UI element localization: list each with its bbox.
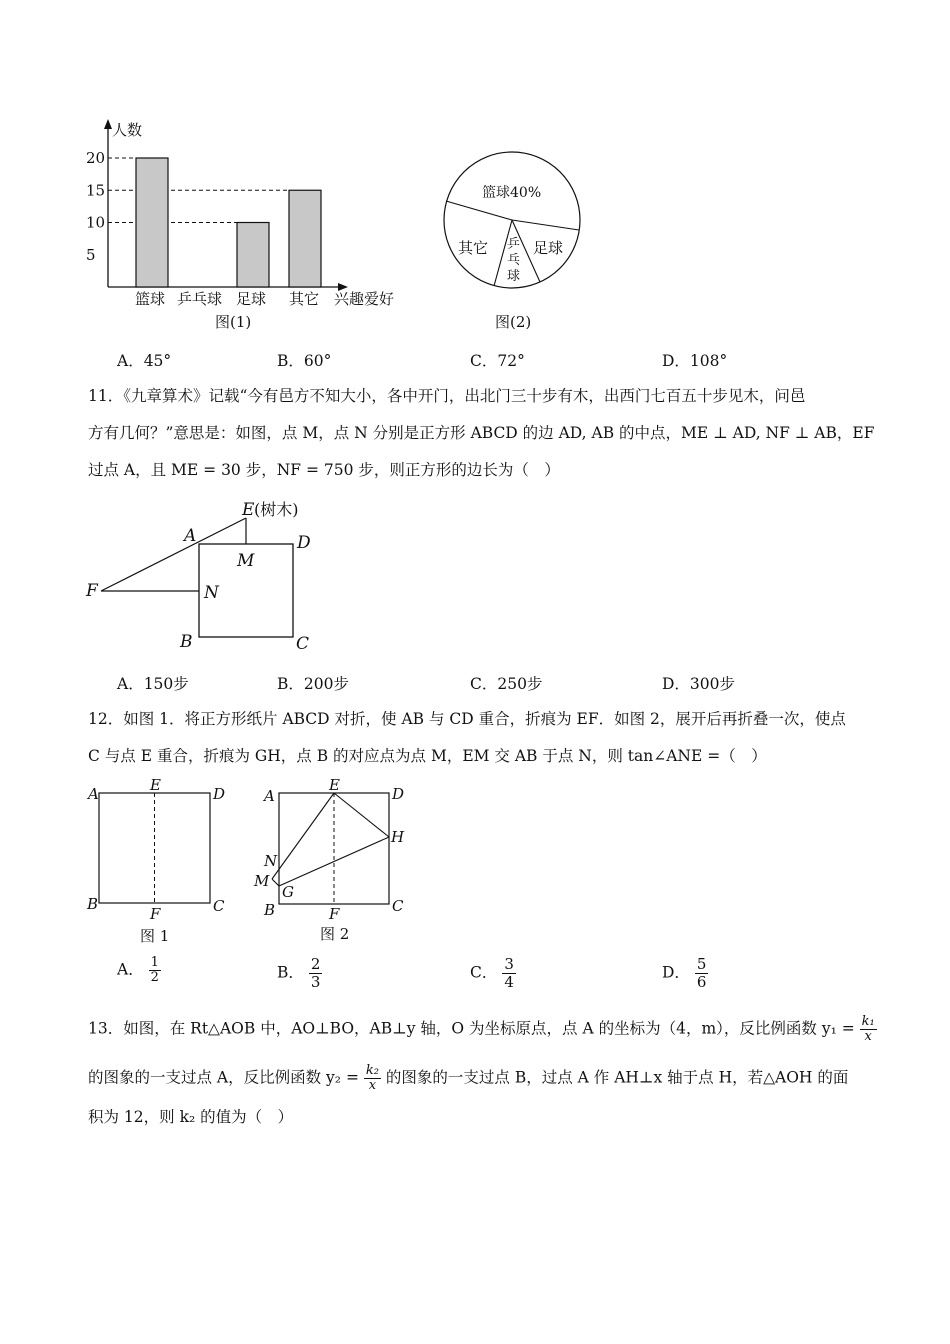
y-tick-label: 10	[86, 213, 106, 232]
fraction: $\frac{3}{4}$	[504, 955, 514, 991]
pie-chart	[440, 125, 590, 335]
q12-figure-1	[80, 775, 235, 950]
q12-line1: 12．如图 1．将正方形纸片 ABCD 对折，使 AB 与 CD 重合，折痕为 EF．如图 2，展开后再折叠一次，使点	[88, 710, 846, 728]
label-c: C	[392, 897, 404, 915]
pie-label-pingpong: 乒	[507, 237, 521, 252]
x-category-label: 篮球	[135, 290, 166, 308]
option-c[interactable]	[470, 956, 516, 991]
label-d: D	[297, 533, 311, 553]
fraction: $\frac{5}{6}$	[696, 955, 707, 991]
option-b[interactable]: B．60°	[277, 352, 332, 370]
x-category-label: 其它	[289, 290, 320, 308]
q11-figure	[80, 495, 340, 655]
q12-line2: C 与点 E 重合，折痕为 GH，点 B 的对应点为点 M，EM 交 AB 于点 N，则 tan∠ANE =（ ）	[88, 747, 767, 765]
label-h: H	[391, 828, 405, 846]
option-c[interactable]: C．72°	[470, 352, 525, 370]
q11-line1: 11．《九章算术》记载“今有邑方不知大小，各中开门，出北门三十步有木，出西门七百五十步见木，问邑	[88, 387, 806, 405]
label-a: A	[264, 787, 275, 805]
y-axis-label: 人数	[112, 121, 143, 139]
q13-line1: 13．如图，在 Rt△AOB 中，AO⊥BO，AB⊥y 轴，O 为坐标原点，点 A 的坐标为（4，m），反比例函数 y₁ = $\frac{\text{k₁}}{x}$	[88, 1014, 875, 1044]
label-d: D	[392, 785, 405, 803]
option-c[interactable]: C．250步	[470, 675, 543, 693]
label-a: A	[184, 526, 197, 546]
label-c: C	[296, 634, 310, 654]
label-f: F	[329, 905, 340, 923]
y-tick-label: 20	[86, 149, 106, 167]
option-d[interactable]: D．300步	[662, 675, 736, 693]
segment-mg	[272, 879, 279, 886]
option-a[interactable]	[117, 956, 161, 985]
label-b: B	[180, 632, 193, 652]
q13-line3: 积为 12，则 k₂ 的值为（ ）	[88, 1108, 294, 1126]
q11-line2: 方有几何？”意思是：如图，点 M，点 N 分别是正方形 ABCD 的边 AD, AB 的中点，ME ⊥ AD, NF ⊥ AB，EF	[88, 424, 875, 442]
y-tick-label: 15	[86, 181, 106, 200]
option-b[interactable]: B．200步	[277, 675, 349, 693]
option-letter: C．	[470, 963, 498, 982]
q13-line2: 的图象的一支过点 A，反比例函数 y₂ = $\frac{\text{k₂}}{x}$ 的图象的一支过点 B，过点 A 作 AH⊥x 轴于点 H，若△AOH 的面	[88, 1063, 849, 1093]
label-e: E	[329, 776, 340, 794]
q11-line3: 过点 A，且 ME = 30 步，NF = 750 步，则正方形的边长为（ ）	[88, 461, 560, 479]
label-c: C	[213, 897, 225, 915]
label-n: N	[264, 852, 278, 870]
pie-label-football: 足球	[533, 239, 564, 257]
bar	[136, 158, 168, 287]
x-category-label: 乒乓球	[177, 290, 223, 308]
option-letter: D．	[662, 963, 690, 982]
fraction-k1-over-x: $\frac{\text{k₁}}{x}$	[861, 1014, 875, 1044]
label-f: F	[86, 581, 98, 601]
bar-chart-caption: 图(1)	[215, 313, 252, 331]
y-axis-arrow	[104, 119, 112, 129]
option-letter: B．	[277, 963, 304, 982]
fig1-caption: 图 1	[140, 927, 170, 945]
segment-fe	[101, 518, 246, 591]
option-a[interactable]: A．45°	[117, 352, 172, 370]
label-f: F	[150, 905, 161, 923]
label-e: E	[242, 500, 255, 520]
option-d[interactable]	[662, 956, 708, 991]
pie-label-other: 其它	[458, 239, 489, 257]
fraction-k2-over-x: $\frac{\text{k₂}}{x}$	[365, 1063, 379, 1093]
pie-label-basketball: 篮球40%	[482, 185, 542, 201]
fraction: $\frac{1}{2}$	[150, 955, 159, 985]
bar	[237, 223, 269, 288]
label-g: G	[282, 883, 294, 901]
option-a[interactable]: A．150步	[117, 675, 189, 693]
bar	[289, 190, 321, 287]
label-d: D	[213, 785, 226, 803]
label-e: E	[150, 776, 161, 794]
segment-eh	[334, 793, 389, 837]
label-m: M	[237, 551, 255, 571]
x-axis-label: 兴趣爱好	[334, 290, 395, 308]
bar-chart	[80, 115, 420, 340]
label-b: B	[87, 895, 99, 913]
fig2-caption: 图 2	[320, 925, 350, 943]
label-tree: (树木)	[254, 500, 299, 519]
option-b[interactable]	[277, 956, 322, 991]
pie-label-pingpong: 乓	[507, 253, 521, 268]
x-category-label: 足球	[236, 290, 267, 308]
label-b: B	[264, 901, 276, 919]
label-a: A	[88, 785, 99, 803]
option-letter: A．	[117, 960, 144, 979]
y-tick-label: 5	[86, 245, 96, 264]
fraction: $\frac{2}{3}$	[310, 955, 321, 991]
q12-figure-2	[250, 775, 415, 950]
label-n: N	[204, 583, 219, 603]
pie-label-pingpong: 球	[507, 269, 521, 284]
label-m: M	[254, 872, 270, 890]
pie-chart-caption: 图(2)	[495, 313, 532, 331]
option-d[interactable]: D．108°	[662, 352, 728, 370]
